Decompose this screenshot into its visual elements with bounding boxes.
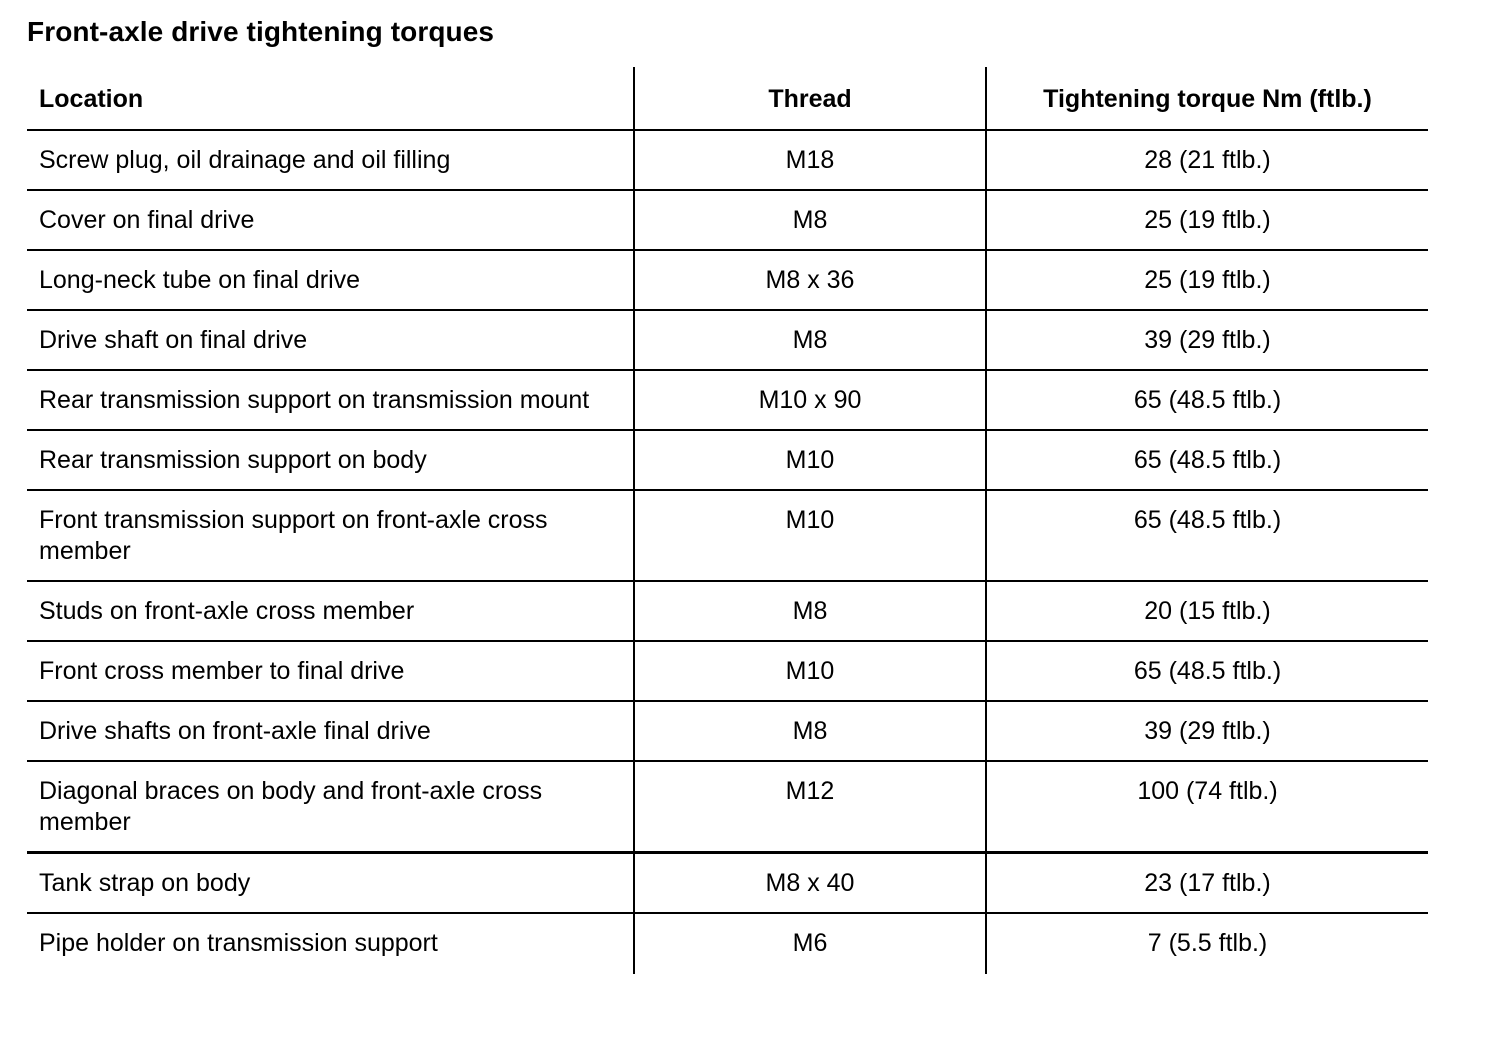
cell-thread: M8 x 36 — [634, 250, 986, 310]
table-row — [27, 641, 1428, 701]
cell-location: Front cross member to final drive — [27, 641, 634, 701]
cell-thread: M10 — [634, 430, 986, 490]
cell-torque: 20 (15 ftlb.) — [986, 581, 1428, 641]
cell-torque: 7 (5.5 ftlb.) — [986, 913, 1428, 974]
cell-torque: 25 (19 ftlb.) — [986, 250, 1428, 310]
torque-table-wrapper — [27, 67, 1428, 974]
torque-table — [27, 67, 1428, 974]
cell-location: Front transmission support on front-axle cross member — [27, 490, 634, 581]
table-row — [27, 430, 1428, 490]
table-header-row — [27, 67, 1428, 130]
table-row — [27, 761, 1428, 853]
cell-location: Diagonal braces on body and front-axle cross member — [27, 761, 634, 853]
cell-torque: 65 (48.5 ftlb.) — [986, 641, 1428, 701]
cell-location: Screw plug, oil drainage and oil filling — [27, 130, 634, 190]
cell-thread: M8 x 40 — [634, 853, 986, 914]
cell-thread: M8 — [634, 310, 986, 370]
header-thread: Thread — [634, 67, 986, 130]
cell-thread: M10 — [634, 490, 986, 581]
cell-thread: M18 — [634, 130, 986, 190]
cell-location: Studs on front-axle cross member — [27, 581, 634, 641]
cell-location: Tank strap on body — [27, 853, 634, 914]
table-row — [27, 913, 1428, 974]
cell-location: Drive shaft on final drive — [27, 310, 634, 370]
page-title: Front-axle drive tightening torques — [27, 16, 495, 47]
cell-location: Cover on final drive — [27, 190, 634, 250]
cell-thread: M10 — [634, 641, 986, 701]
header-location: Location — [27, 67, 634, 130]
cell-torque: 28 (21 ftlb.) — [986, 130, 1428, 190]
table-row — [27, 130, 1428, 190]
table-row — [27, 701, 1428, 761]
cell-torque: 65 (48.5 ftlb.) — [986, 490, 1428, 581]
header-torque: Tightening torque Nm (ftlb.) — [986, 67, 1428, 130]
cell-location: Rear transmission support on body — [27, 430, 634, 490]
cell-thread: M8 — [634, 701, 986, 761]
table-row — [27, 370, 1428, 430]
cell-torque: 23 (17 ftlb.) — [986, 853, 1428, 914]
cell-location: Rear transmission support on transmission mount — [27, 370, 634, 430]
cell-torque: 25 (19 ftlb.) — [986, 190, 1428, 250]
table-row — [27, 190, 1428, 250]
table-row — [27, 310, 1428, 370]
table-row — [27, 853, 1428, 914]
table-row — [27, 581, 1428, 641]
cell-thread: M8 — [634, 581, 986, 641]
cell-torque: 65 (48.5 ftlb.) — [986, 370, 1428, 430]
cell-torque: 100 (74 ftlb.) — [986, 761, 1428, 853]
cell-thread: M12 — [634, 761, 986, 853]
cell-torque: 65 (48.5 ftlb.) — [986, 430, 1428, 490]
cell-thread: M8 — [634, 190, 986, 250]
cell-thread: M6 — [634, 913, 986, 974]
table-row — [27, 250, 1428, 310]
cell-thread: M10 x 90 — [634, 370, 986, 430]
cell-location: Drive shafts on front-axle final drive — [27, 701, 634, 761]
cell-location: Pipe holder on transmission support — [39, 929, 438, 957]
cell-location: Long-neck tube on final drive — [27, 250, 634, 310]
cell-torque: 39 (29 ftlb.) — [986, 701, 1428, 761]
cell-torque: 39 (29 ftlb.) — [986, 310, 1428, 370]
table-row — [27, 490, 1428, 581]
